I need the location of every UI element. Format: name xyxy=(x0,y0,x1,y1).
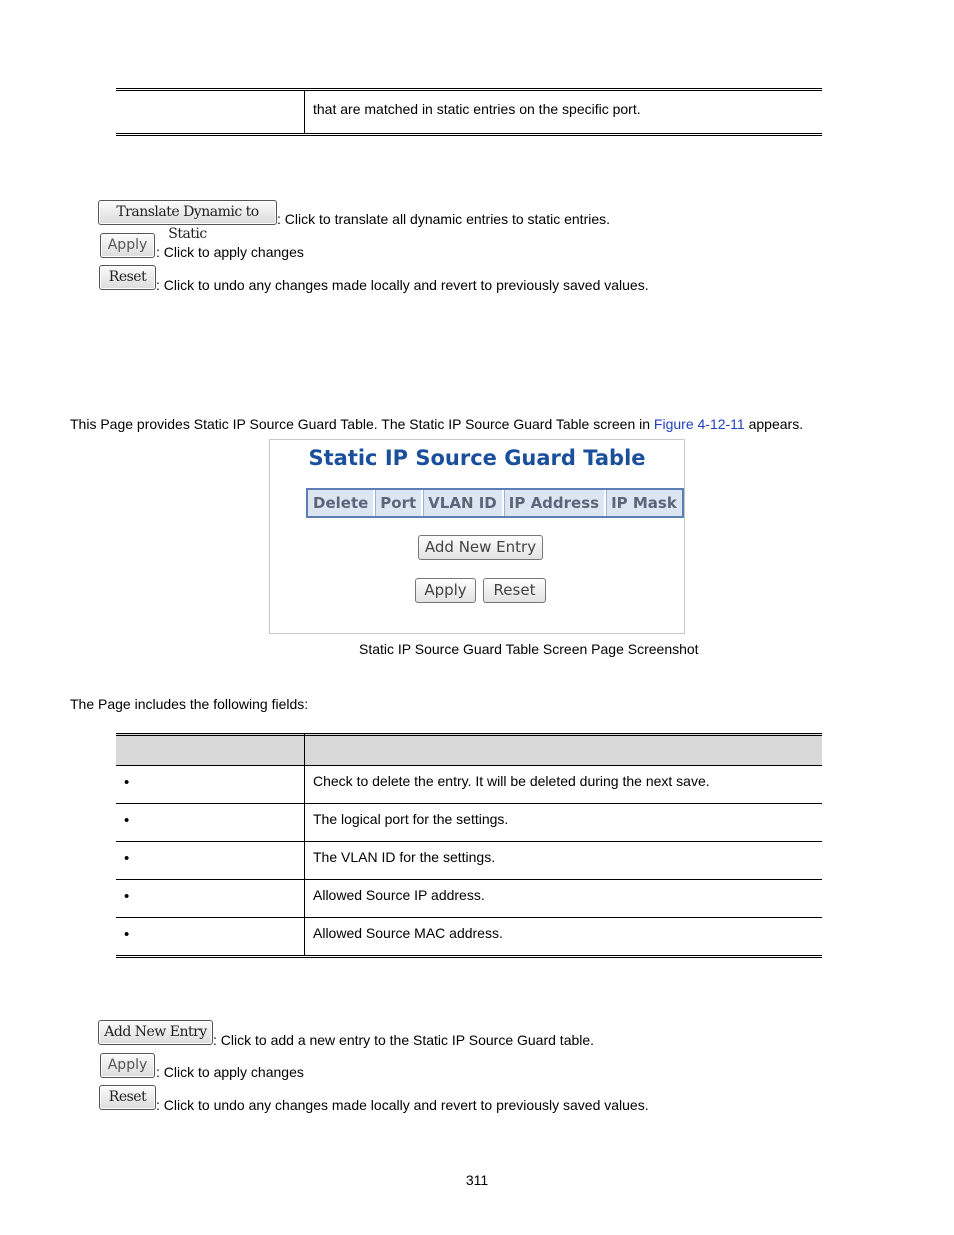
bullet: • xyxy=(124,850,130,867)
row-description: Check to delete the entry. It will be deleted during the next save. xyxy=(313,773,710,789)
table-cell-text: that are matched in static entries on the specific port. xyxy=(313,101,641,117)
fields-table-header xyxy=(116,733,822,766)
fields-table xyxy=(116,733,822,959)
reset-button[interactable]: Reset xyxy=(99,265,156,290)
column-ip-mask: IP Mask xyxy=(611,494,677,512)
screenshot-figure xyxy=(269,439,685,634)
translate-button-description: : Click to translate all dynamic entries to static entries. xyxy=(277,211,611,227)
fields-intro: The Page includes the following fields: xyxy=(70,696,309,712)
screenshot-table-header xyxy=(306,488,684,518)
intro-paragraph xyxy=(70,416,803,432)
column-port: Port xyxy=(375,490,423,516)
figure-caption: Static IP Source Guard Table Screen Page Screenshot xyxy=(359,641,699,657)
screenshot-add-new-entry-button[interactable]: Add New Entry xyxy=(418,535,543,560)
bullet: • xyxy=(124,812,130,829)
continued-table xyxy=(116,88,822,136)
translate-dynamic-to-static-button[interactable]: Translate Dynamic to Static xyxy=(98,200,277,225)
table-divider xyxy=(304,91,305,133)
apply-button-description: : Click to apply changes xyxy=(156,1064,304,1080)
screenshot-title: Static IP Source Guard Table xyxy=(308,446,646,470)
bullet: • xyxy=(124,774,130,791)
column-delete: Delete xyxy=(308,490,375,516)
add-new-entry-button[interactable]: Add New Entry xyxy=(98,1020,213,1045)
reset-button[interactable]: Reset xyxy=(99,1085,156,1110)
bullet: • xyxy=(124,888,130,905)
reset-button-description: : Click to undo any changes made locally and revert to previously saved values. xyxy=(156,1097,649,1113)
apply-button[interactable]: Apply xyxy=(100,1053,155,1078)
row-description: Allowed Source IP address. xyxy=(313,887,485,903)
add-button-description: : Click to add a new entry to the Static IP Source Guard table. xyxy=(213,1032,595,1048)
reset-button-description: : Click to undo any changes made locally and revert to previously saved values. xyxy=(156,277,649,293)
apply-button[interactable]: Apply xyxy=(100,233,155,258)
row-description: The VLAN ID for the settings. xyxy=(313,849,496,865)
screenshot-reset-button[interactable]: Reset xyxy=(483,578,546,603)
page-number: 311 xyxy=(465,1172,489,1188)
intro-text-end: appears. xyxy=(744,416,804,432)
table-row xyxy=(116,918,822,958)
table-row xyxy=(116,880,822,918)
row-description: Allowed Source MAC address. xyxy=(313,925,503,941)
table-row xyxy=(116,766,822,804)
column-ip-address: IP Address xyxy=(504,490,606,516)
bullet: • xyxy=(124,926,130,943)
table-divider xyxy=(304,733,305,956)
intro-text: This Page provides Static IP Source Guard Table. The Static IP Source Guard Table screen in xyxy=(70,416,654,432)
screenshot-apply-button[interactable]: Apply xyxy=(415,578,476,603)
figure-link[interactable]: Figure 4-12-11 xyxy=(653,416,745,432)
table-row xyxy=(116,842,822,880)
apply-button-description: : Click to apply changes xyxy=(156,244,304,260)
column-vlan-id: VLAN ID xyxy=(423,490,504,516)
row-description: The logical port for the settings. xyxy=(313,811,509,827)
table-row xyxy=(116,804,822,842)
